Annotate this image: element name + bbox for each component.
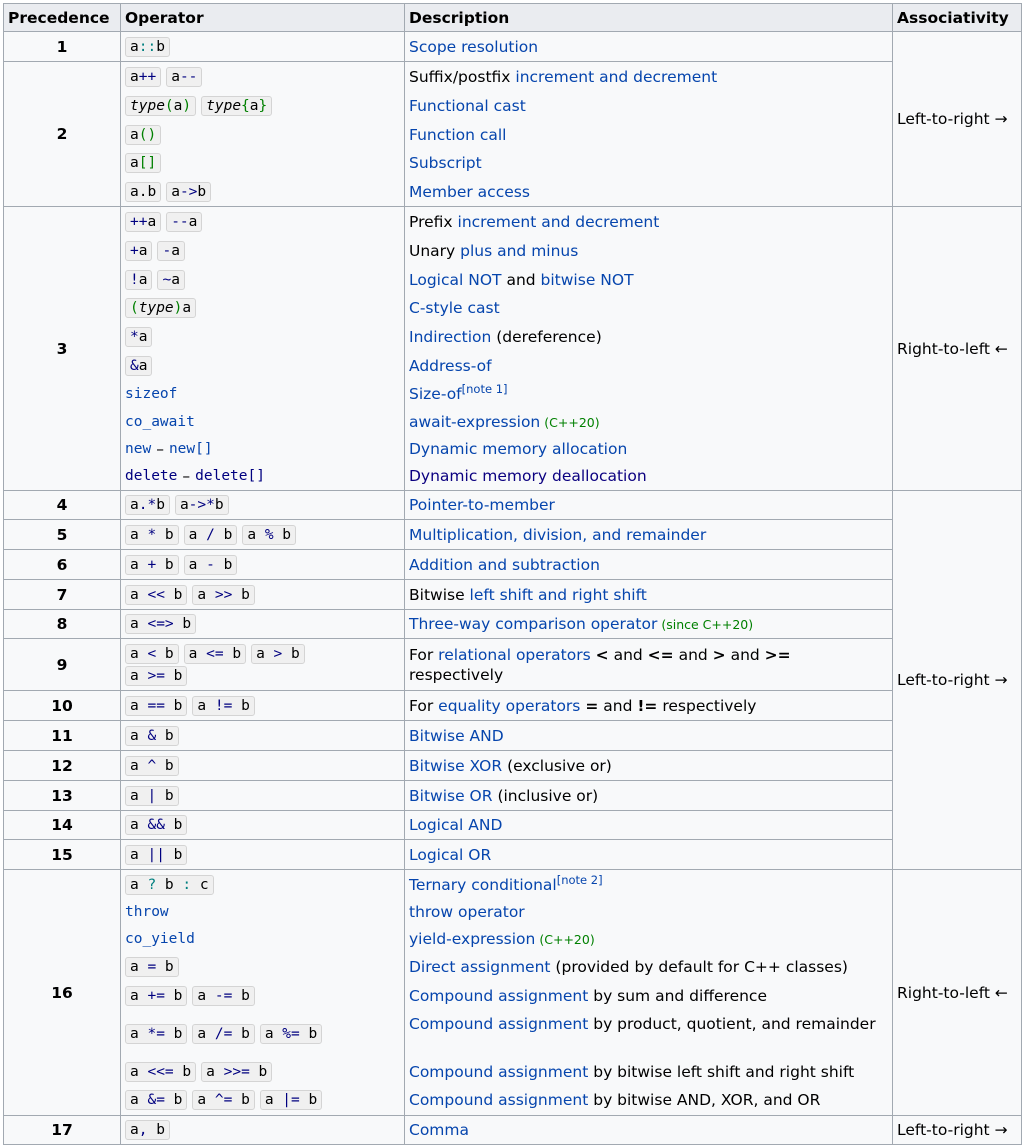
description-link[interactable]: Member access: [409, 182, 530, 201]
description-link[interactable]: Compound assignment: [409, 1062, 589, 1081]
table-row: [4, 870, 1022, 1116]
description-cell: [405, 840, 893, 870]
associativity-cell: Right-to-left ←: [893, 870, 1022, 1116]
operator-code: a |= b: [260, 1090, 322, 1110]
description-link[interactable]: plus and minus: [460, 242, 579, 260]
co-yield-keyword[interactable]: co_yield: [125, 931, 195, 947]
co-await-keyword[interactable]: co_await: [125, 414, 195, 430]
associativity-cell: Left-to-right →: [893, 32, 1022, 207]
operator-code: a /= b: [192, 1024, 254, 1044]
operator-cell: [121, 639, 405, 691]
operator-code: a | b: [125, 786, 179, 806]
table-row: [4, 751, 1022, 781]
operator-code: a && b: [125, 815, 187, 835]
header-associativity: Associativity: [893, 4, 1022, 32]
operator-code: a ? b : c: [125, 875, 214, 895]
throw-keyword[interactable]: throw: [125, 904, 169, 920]
table-row: [4, 62, 1022, 207]
operator-cell: [121, 491, 405, 520]
cpp-version-tag: (C++20): [544, 414, 600, 430]
operator-code: a *= b: [125, 1024, 187, 1044]
description-link[interactable]: Logical NOT: [409, 270, 502, 289]
description-cell: [405, 610, 893, 639]
operator-code: a == b: [125, 696, 187, 716]
operator-code: ++a: [125, 212, 161, 232]
table-row: [4, 781, 1022, 811]
operator-code: a += b: [125, 986, 187, 1006]
description-link[interactable]: Pointer-to-member: [409, 496, 555, 514]
precedence-level: 6: [4, 550, 121, 580]
table-row: [4, 691, 1022, 721]
delete-array-keyword[interactable]: delete[]: [195, 468, 265, 484]
description-link[interactable]: Compound assignment: [409, 1014, 589, 1033]
description-cell: [405, 811, 893, 840]
description-link[interactable]: Logical AND: [409, 816, 503, 834]
operator-code: a <= b: [184, 644, 246, 664]
description-cell: [405, 721, 893, 751]
operator-cell: [121, 520, 405, 550]
description-link[interactable]: relational operators: [438, 645, 591, 664]
description-link[interactable]: C-style cast: [409, 299, 500, 317]
operator-cell: [121, 870, 405, 1116]
operator-cell: [121, 1116, 405, 1145]
operator-cell: [121, 580, 405, 610]
description-link[interactable]: Bitwise XOR: [409, 756, 503, 775]
operator-cell: [121, 781, 405, 811]
description-link[interactable]: Compound assignment: [409, 986, 589, 1005]
description-link[interactable]: Comma: [409, 1121, 470, 1139]
description-link[interactable]: Bitwise OR: [409, 786, 493, 805]
operator-code: a::b: [125, 37, 170, 57]
description-cell: [405, 32, 893, 62]
description-cell: For relational operators < and <= and > and >= respectively: [405, 639, 893, 691]
description-link[interactable]: Indirection: [409, 328, 492, 346]
description-cell: Prefix increment and decrement Unary plus and minus Logical NOT and bitwise NOT C-style cast Indirection (dereference) Address-of Size-of [note 1] await-expression (C++20) Dynamic memory allocation Dynamic memory deallocation: [405, 207, 893, 491]
header-precedence: Precedence: [4, 4, 121, 32]
description-cell: [405, 1116, 893, 1145]
operator-cell: [121, 62, 405, 207]
operator-code: a / b: [184, 525, 238, 545]
footnote-link[interactable]: [note 1]: [461, 382, 508, 396]
operator-code: a.*b: [125, 495, 170, 515]
precedence-level: 7: [4, 580, 121, 610]
description-link[interactable]: Size-of: [409, 385, 462, 403]
table-row: [4, 491, 1022, 520]
operator-code: a >> b: [192, 585, 254, 605]
operator-code: a ^ b: [125, 756, 179, 776]
description-link[interactable]: Function call: [409, 125, 507, 144]
description-link[interactable]: Three-way comparison operator: [409, 615, 658, 633]
operator-code: a.b: [125, 182, 161, 202]
operator-cell: [121, 721, 405, 751]
description-link[interactable]: Dynamic memory deallocation: [409, 467, 647, 485]
precedence-level: 12: [4, 751, 121, 781]
description-link[interactable]: Ternary conditional: [409, 875, 557, 894]
operator-code: a >>= b: [201, 1062, 272, 1082]
operator-code: a + b: [125, 555, 179, 575]
precedence-level: 15: [4, 840, 121, 870]
description-link[interactable]: Addition and subtraction: [409, 555, 600, 574]
operator-code: a++: [125, 67, 161, 87]
operator-code: (type)a: [125, 298, 196, 318]
operator-code: a &= b: [125, 1090, 187, 1110]
table-row: [4, 550, 1022, 580]
operator-code: a > b: [251, 644, 305, 664]
description-link[interactable]: Scope resolution: [409, 37, 539, 56]
precedence-level: 1: [4, 32, 121, 62]
table-row: [4, 840, 1022, 870]
operator-code: ~a: [157, 270, 184, 290]
description-cell: [405, 520, 893, 550]
associativity-cell: Right-to-left ←: [893, 207, 1022, 491]
delete-keyword[interactable]: delete: [125, 468, 178, 484]
cpp-version-tag: (since C++20): [661, 617, 754, 632]
precedence-level: 10: [4, 691, 121, 721]
new-keyword[interactable]: new: [125, 441, 152, 457]
operator-code: type{a}: [201, 96, 272, 116]
operator-code: a[]: [125, 153, 161, 173]
precedence-level: 17: [4, 1116, 121, 1145]
description-cell: Bitwise XOR (exclusive or): [405, 751, 893, 781]
operator-code: -a: [157, 241, 184, 261]
operator-cell: [121, 691, 405, 721]
description-link[interactable]: throw operator: [409, 903, 525, 921]
operator-code: a != b: [192, 696, 254, 716]
description-cell: For equality operators = and != respectively: [405, 691, 893, 721]
operator-code: a %= b: [260, 1024, 322, 1044]
precedence-level: 9: [4, 639, 121, 691]
operator-code: a(): [125, 125, 161, 145]
description-link[interactable]: await-expression: [409, 413, 541, 431]
operator-code: a, b: [125, 1120, 170, 1140]
description-cell: [405, 550, 893, 580]
footnote-link[interactable]: [note 2]: [556, 872, 603, 887]
operator-code: a & b: [125, 726, 179, 746]
description-link[interactable]: Bitwise AND: [409, 726, 504, 745]
operator-cell: [121, 32, 405, 62]
operator-cell: ++a --a +a -a !a ~a (type)a *a &a sizeof co_await new – new[] delete – delete[]: [121, 207, 405, 491]
operator-code: a << b: [125, 585, 187, 605]
operator-cell: [121, 550, 405, 580]
operator-code: a ^= b: [192, 1090, 254, 1110]
description-link[interactable]: increment and decrement: [515, 67, 718, 86]
description-link[interactable]: Logical OR: [409, 845, 492, 864]
precedence-level: 2: [4, 62, 121, 207]
description-cell: [405, 491, 893, 520]
sizeof-keyword[interactable]: sizeof: [125, 386, 178, 402]
description-link[interactable]: bitwise NOT: [540, 270, 634, 289]
table-row: [4, 1116, 1022, 1145]
table-row: [4, 610, 1022, 639]
precedence-level: 13: [4, 781, 121, 811]
operator-code: a || b: [125, 845, 187, 865]
table-row: [4, 721, 1022, 751]
operator-code: &a: [125, 356, 152, 376]
description-link[interactable]: Direct assignment: [409, 958, 551, 976]
associativity-cell: Left-to-right →: [893, 491, 1022, 870]
operator-code: a = b: [125, 957, 179, 977]
cpp-version-tag: (C++20): [539, 931, 595, 947]
operator-code: a->*b: [175, 495, 229, 515]
description-cell: Bitwise OR (inclusive or): [405, 781, 893, 811]
description-link[interactable]: left shift and right shift: [469, 585, 647, 604]
description-link[interactable]: yield-expression: [409, 930, 536, 948]
precedence-level: 3: [4, 207, 121, 491]
header-description: Description: [405, 4, 893, 32]
description-link[interactable]: equality operators: [438, 696, 581, 715]
operator-code: a--: [166, 67, 202, 87]
operator-code: +a: [125, 241, 152, 261]
header-operator: Operator: [121, 4, 405, 32]
operator-code: a >= b: [125, 666, 187, 686]
description-link[interactable]: Multiplication, division, and remainder: [409, 525, 707, 544]
table-row: [4, 580, 1022, 610]
description-cell: Bitwise left shift and right shift: [405, 580, 893, 610]
operator-code: a <<= b: [125, 1062, 196, 1082]
operator-cell: [121, 610, 405, 639]
table-row: [4, 639, 1022, 691]
operator-code: a <=> b: [125, 614, 196, 634]
operator-precedence-table: [3, 3, 1022, 1145]
operator-code: type(a): [125, 96, 196, 116]
description-link[interactable]: Functional cast: [409, 96, 526, 115]
description-cell: Ternary conditional [note 2] throw operator yield-expression (C++20) Direct assignment (provided by default for C++ classes) Compound assignment by sum and difference Compound assignment by product, quotient, and remainder Compound assignment by bitwise left shift and right shift Compound assignment by bitwise AND, XOR, and OR: [405, 870, 893, 1116]
table-row: [4, 520, 1022, 550]
precedence-level: 5: [4, 520, 121, 550]
operator-code: a -= b: [192, 986, 254, 1006]
table-row: [4, 207, 1022, 491]
operator-code: *a: [125, 327, 152, 347]
table-row: [4, 32, 1022, 62]
description-cell: Suffix/postfix increment and decrement Functional cast Function call Subscript Member access: [405, 62, 893, 207]
description-link[interactable]: Compound assignment: [409, 1091, 589, 1109]
new-array-keyword[interactable]: new[]: [168, 441, 213, 457]
precedence-level: 14: [4, 811, 121, 840]
operator-code: a - b: [184, 555, 238, 575]
operator-code: --a: [166, 212, 202, 232]
precedence-level: 11: [4, 721, 121, 751]
description-link[interactable]: Subscript: [409, 154, 482, 172]
precedence-level: 16: [4, 870, 121, 1116]
operator-cell: [121, 751, 405, 781]
description-link[interactable]: Address-of: [409, 356, 492, 375]
associativity-cell: Left-to-right →: [893, 1116, 1022, 1145]
operator-code: a * b: [125, 525, 179, 545]
operator-code: a < b: [125, 644, 179, 664]
operator-code: a->b: [166, 182, 211, 202]
operator-code: !a: [125, 270, 152, 290]
precedence-level: 4: [4, 491, 121, 520]
precedence-level: 8: [4, 610, 121, 639]
description-link[interactable]: Dynamic memory allocation: [409, 440, 628, 458]
header-row: [4, 4, 1022, 32]
table-row: [4, 811, 1022, 840]
operator-cell: [121, 811, 405, 840]
operator-cell: [121, 840, 405, 870]
operator-code: a % b: [242, 525, 296, 545]
description-link[interactable]: increment and decrement: [457, 213, 660, 231]
